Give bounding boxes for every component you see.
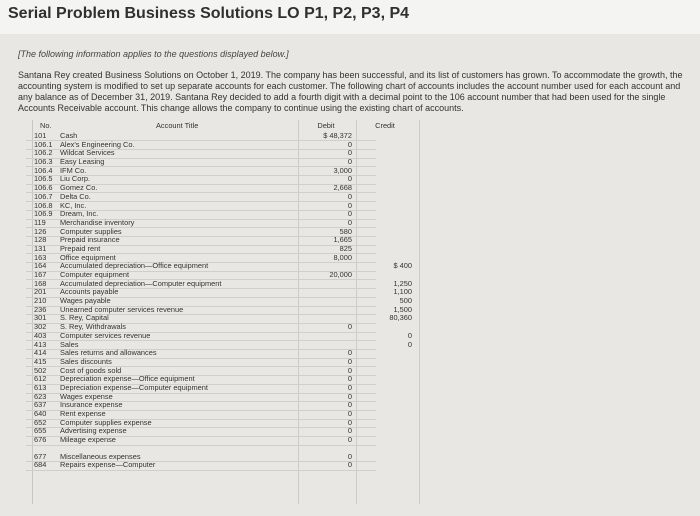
header-account-title: Account Title [156, 121, 199, 130]
account-number: 106.9 [34, 209, 53, 219]
debit-amount [300, 341, 352, 350]
credit-amount [358, 393, 412, 402]
credit-amount [358, 184, 412, 193]
account-title: Unearned computer services revenue [60, 304, 184, 314]
credit-amount: 500 [399, 296, 412, 306]
account-number: 163 [34, 252, 47, 262]
debit-amount [300, 306, 352, 315]
account-number: 119 [34, 217, 46, 227]
account-title: Delta Co. [60, 191, 91, 201]
account-title: Alex's Engineering Co. [60, 139, 135, 149]
debit-amount: 0 [347, 435, 352, 445]
debit-amount: 0 [347, 417, 352, 427]
account-number: 236 [34, 304, 47, 314]
account-number: 106.3 [34, 157, 53, 167]
account-title: Computer supplies [60, 226, 122, 236]
account-title: Prepaid rent [60, 243, 101, 253]
debit-amount: 8,000 [333, 252, 352, 262]
account-title: KC, Inc. [60, 200, 87, 210]
account-number: 677 [34, 451, 47, 461]
debit-amount: 0 [347, 426, 352, 436]
account-title: Rent expense [60, 409, 106, 418]
credit-amount [358, 167, 412, 176]
account-title: Depreciation expense—Computer equipment [60, 382, 208, 392]
credit-amount: 0 [407, 330, 412, 340]
debit-amount: $ 48,372 [323, 131, 352, 140]
debit-amount: 20,000 [329, 270, 352, 279]
account-number: 106.4 [34, 165, 53, 175]
account-number: 684 [34, 460, 47, 470]
account-number: 415 [34, 356, 47, 366]
account-title: Miscellaneous expenses [60, 451, 141, 461]
debit-amount: 0 [347, 382, 352, 392]
debit-amount: 0 [347, 409, 352, 418]
credit-amount [358, 193, 412, 202]
credit-amount [358, 236, 412, 245]
account-number: 106.7 [34, 191, 53, 201]
header-no: No. [40, 121, 52, 130]
debit-amount: 0 [347, 356, 352, 366]
account-title: Computer equipment [60, 270, 130, 279]
debit-amount: 0 [347, 209, 352, 219]
account-number: 655 [34, 426, 47, 436]
credit-amount [358, 419, 412, 428]
credit-amount [358, 384, 412, 393]
account-number: 106.6 [34, 183, 53, 193]
debit-amount: 0 [347, 174, 352, 184]
debit-amount: 0 [347, 451, 352, 461]
credit-amount [358, 349, 412, 358]
debit-amount: 3,000 [333, 165, 352, 175]
credit-amount [358, 175, 412, 184]
account-number: 623 [34, 391, 47, 401]
account-number: 101 [34, 131, 47, 140]
debit-amount: 0 [347, 365, 352, 375]
debit-amount: 0 [347, 400, 352, 410]
account-title: Wages payable [60, 296, 111, 306]
account-title: Computer supplies expense [60, 417, 152, 427]
account-title: Wildcat Services [60, 148, 115, 158]
debit-amount: 825 [339, 243, 352, 253]
account-title: Liu Corp. [60, 174, 90, 184]
account-number: 502 [34, 365, 47, 375]
credit-amount [358, 410, 412, 419]
debit-amount: 1,665 [333, 235, 352, 245]
account-title: Depreciation expense—Office equipment [60, 374, 195, 384]
account-title: Advertising expense [60, 426, 127, 436]
account-title: Gomez Co. [60, 183, 98, 193]
account-number: 106.5 [34, 174, 53, 184]
account-number: 106.8 [34, 200, 53, 210]
account-title: S. Rey, Capital [60, 313, 109, 323]
account-title: Cost of goods sold [60, 365, 122, 375]
account-title: Easy Leasing [60, 157, 105, 167]
account-title: Cash [60, 131, 78, 140]
credit-amount [358, 228, 412, 237]
account-title: Sales returns and allowances [60, 348, 157, 358]
account-number: 640 [34, 409, 47, 418]
debit-amount: 0 [347, 191, 352, 201]
account-number: 301 [34, 313, 47, 323]
account-title: Computer services revenue [60, 330, 151, 340]
credit-amount [358, 132, 412, 141]
account-title: Insurance expense [60, 400, 123, 410]
account-number: 302 [34, 322, 47, 332]
row-divider [26, 470, 376, 471]
account-number: 106.2 [34, 148, 53, 158]
debit-amount [300, 280, 352, 289]
credit-amount [358, 158, 412, 167]
account-title: Accumulated depreciation—Computer equipment [60, 278, 222, 288]
account-number: 126 [34, 226, 47, 236]
account-title: IFM Co. [60, 165, 87, 175]
debit-amount: 0 [347, 157, 352, 167]
problem-sheet [0, 34, 700, 516]
debit-amount: 0 [347, 391, 352, 401]
account-title: Dream, Inc. [60, 209, 99, 219]
account-number: 128 [34, 235, 47, 245]
account-title: Sales discounts [60, 356, 112, 366]
debit-amount: 0 [347, 139, 352, 149]
account-number: 131 [34, 243, 47, 253]
header-credit: Credit [375, 121, 395, 130]
account-number: 106.1 [34, 139, 53, 149]
account-number: 652 [34, 417, 47, 427]
account-title: Merchandise inventory [60, 217, 135, 227]
credit-amount [358, 436, 412, 445]
info-note: [The following information applies to the questions displayed below.] [18, 49, 289, 59]
debit-amount [300, 288, 352, 297]
credit-values [358, 122, 412, 470]
credit-amount: 0 [407, 339, 412, 349]
debit-amount: 0 [347, 217, 352, 227]
credit-amount [358, 453, 412, 462]
account-number: 168 [34, 278, 47, 288]
table-gap [300, 445, 352, 453]
account-title: Prepaid insurance [60, 235, 120, 245]
account-title: S. Rey, Withdrawals [60, 322, 126, 332]
credit-amount: 80,360 [389, 313, 412, 323]
account-number: 413 [34, 339, 47, 349]
account-number: 414 [34, 348, 47, 358]
account-number: 637 [34, 400, 47, 410]
page-title: Serial Problem Business Solutions LO P1, P2, P3, P4 [8, 5, 410, 22]
debit-amount: 0 [347, 348, 352, 358]
credit-amount [358, 375, 412, 384]
credit-amount [358, 401, 412, 410]
account-title: Accumulated depreciation—Office equipment [60, 261, 209, 271]
account-title: Repairs expense—Computer [60, 460, 156, 470]
header-debit: Debit [317, 121, 335, 130]
account-number: 167 [34, 270, 47, 279]
credit-amount [358, 219, 412, 228]
credit-amount [358, 461, 412, 470]
credit-amount [358, 367, 412, 376]
account-title: Office equipment [60, 252, 116, 262]
account-number: 676 [34, 435, 47, 445]
problem-description: Santana Rey created Business Solutions on October 1, 2019. The company has been successful, and its list of customers has grown. To accommodate the growth, the accounting system is modified to set up separate accounts for each customer. The following chart of accounts includes the account number used for each account and any balance as of December 31, 2019. Santana Rey decided to add a fourth digit with a decimal point to the 106 account number that had been used for the single Accounts Receivable account. This change allows the company to continue using the existing chart of accounts. [18, 70, 683, 113]
account-number: 613 [34, 382, 47, 392]
account-title: Sales [60, 339, 79, 349]
credit-amount [358, 202, 412, 211]
credit-amount [358, 149, 412, 158]
credit-amount: 1,500 [393, 304, 412, 314]
debit-amount: 0 [347, 374, 352, 384]
debit-amount: 0 [347, 460, 352, 470]
debit-amount: 580 [339, 226, 352, 236]
account-title: Wages expense [60, 391, 113, 401]
debit-amount: 2,668 [333, 183, 352, 193]
debit-amount: 0 [347, 200, 352, 210]
credit-amount: 1,100 [393, 287, 412, 297]
debit-amount [300, 297, 352, 306]
debit-amount: 0 [347, 322, 352, 332]
account-number: 403 [34, 330, 47, 340]
credit-amount [358, 323, 412, 332]
debit-amount: 0 [347, 148, 352, 158]
credit-amount: $ 400 [393, 261, 412, 271]
credit-amount [358, 245, 412, 254]
account-title: Mileage expense [60, 435, 116, 445]
account-number: 164 [34, 261, 47, 271]
credit-amount [358, 358, 412, 367]
credit-amount [358, 141, 412, 150]
table-gap [358, 445, 412, 453]
account-number: 201 [34, 287, 47, 297]
account-number: 210 [34, 296, 47, 306]
account-title: Accounts payable [60, 287, 119, 297]
debit-amount [300, 332, 352, 341]
credit-amount [358, 427, 412, 436]
credit-amount: 1,250 [393, 278, 412, 288]
debit-amount [300, 314, 352, 323]
account-number: 612 [34, 374, 47, 384]
debit-values [300, 122, 352, 470]
credit-amount [358, 210, 412, 219]
